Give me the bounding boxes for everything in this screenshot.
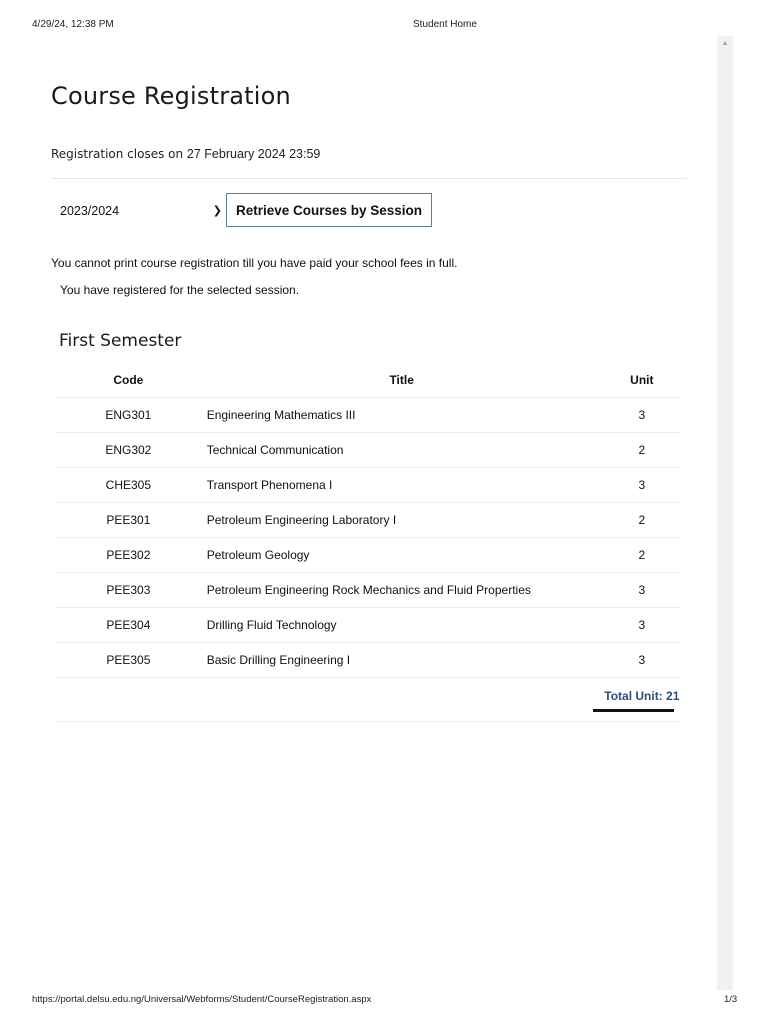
print-page-title: Student Home: [413, 19, 477, 30]
course-title: Basic Drilling Engineering I: [201, 643, 603, 678]
course-unit: 2: [603, 433, 681, 468]
table-bottom-divider: [56, 721, 681, 722]
course-code: PEE301: [56, 503, 201, 538]
header-title: Title: [389, 372, 414, 387]
print-url: https://portal.delsu.edu.ng/Universal/Webforms/Student/CourseRegistration.aspx: [32, 994, 372, 1005]
course-title: Petroleum Geology: [201, 538, 603, 573]
print-page-number: 1/3: [724, 994, 738, 1005]
course-code: PEE304: [56, 608, 201, 643]
course-code: ENG302: [56, 433, 201, 468]
course-code: PEE303: [56, 573, 201, 608]
page-title: Course Registration: [51, 82, 291, 110]
course-unit: 3: [603, 398, 681, 433]
table-row: [56, 398, 681, 433]
registration-closing-notice: [51, 147, 320, 161]
retrieve-courses-button[interactable]: Retrieve Courses by Session: [226, 193, 432, 227]
table-row: [56, 573, 681, 608]
course-table: [56, 362, 681, 714]
scroll-up-arrow-icon[interactable]: ▲: [721, 40, 729, 47]
fees-warning-message: You cannot print course registration till you have paid your school fees in full.: [51, 256, 458, 270]
course-title: Drilling Fluid Technology: [201, 608, 603, 643]
total-units: Total Unit: 21: [603, 678, 681, 715]
header-code: Code: [113, 372, 144, 387]
total-underline: [593, 709, 674, 712]
semester-title: First Semester: [59, 331, 182, 351]
closing-label: Registration closes on: [51, 147, 187, 161]
table-row: [56, 643, 681, 678]
vertical-scrollbar[interactable]: [717, 36, 733, 990]
course-unit: 2: [603, 538, 681, 573]
course-unit: 3: [603, 643, 681, 678]
total-spacer: [56, 678, 201, 715]
course-title: Engineering Mathematics III: [201, 398, 603, 433]
course-unit: 3: [603, 573, 681, 608]
total-row: [56, 678, 681, 715]
course-title: Petroleum Engineering Laboratory I: [201, 503, 603, 538]
course-code: ENG301: [56, 398, 201, 433]
session-select[interactable]: [54, 196, 224, 225]
header-divider: [51, 178, 687, 179]
chevron-down-icon: ❯: [212, 205, 222, 217]
closing-date: 27 February 2024 23:59: [186, 147, 321, 161]
course-unit: 3: [603, 608, 681, 643]
table-row: [56, 468, 681, 503]
course-title: Transport Phenomena I: [201, 468, 603, 503]
table-row: [56, 608, 681, 643]
course-code: PEE302: [56, 538, 201, 573]
table-row: [56, 433, 681, 468]
header-unit: Unit: [630, 372, 654, 387]
course-code: PEE305: [56, 643, 201, 678]
table-header-row: [56, 362, 681, 398]
table-row: [56, 503, 681, 538]
session-select-value: 2023/2024: [60, 203, 120, 218]
course-code: CHE305: [56, 468, 201, 503]
course-unit: 2: [603, 503, 681, 538]
print-datetime: 4/29/24, 12:38 PM: [32, 19, 114, 30]
course-unit: 3: [603, 468, 681, 503]
total-spacer: [201, 678, 603, 715]
table-row: [56, 538, 681, 573]
course-title: Technical Communication: [201, 433, 603, 468]
course-title: Petroleum Engineering Rock Mechanics and Fluid Properties: [201, 573, 603, 608]
registered-status-message: You have registered for the selected session.: [60, 283, 300, 297]
